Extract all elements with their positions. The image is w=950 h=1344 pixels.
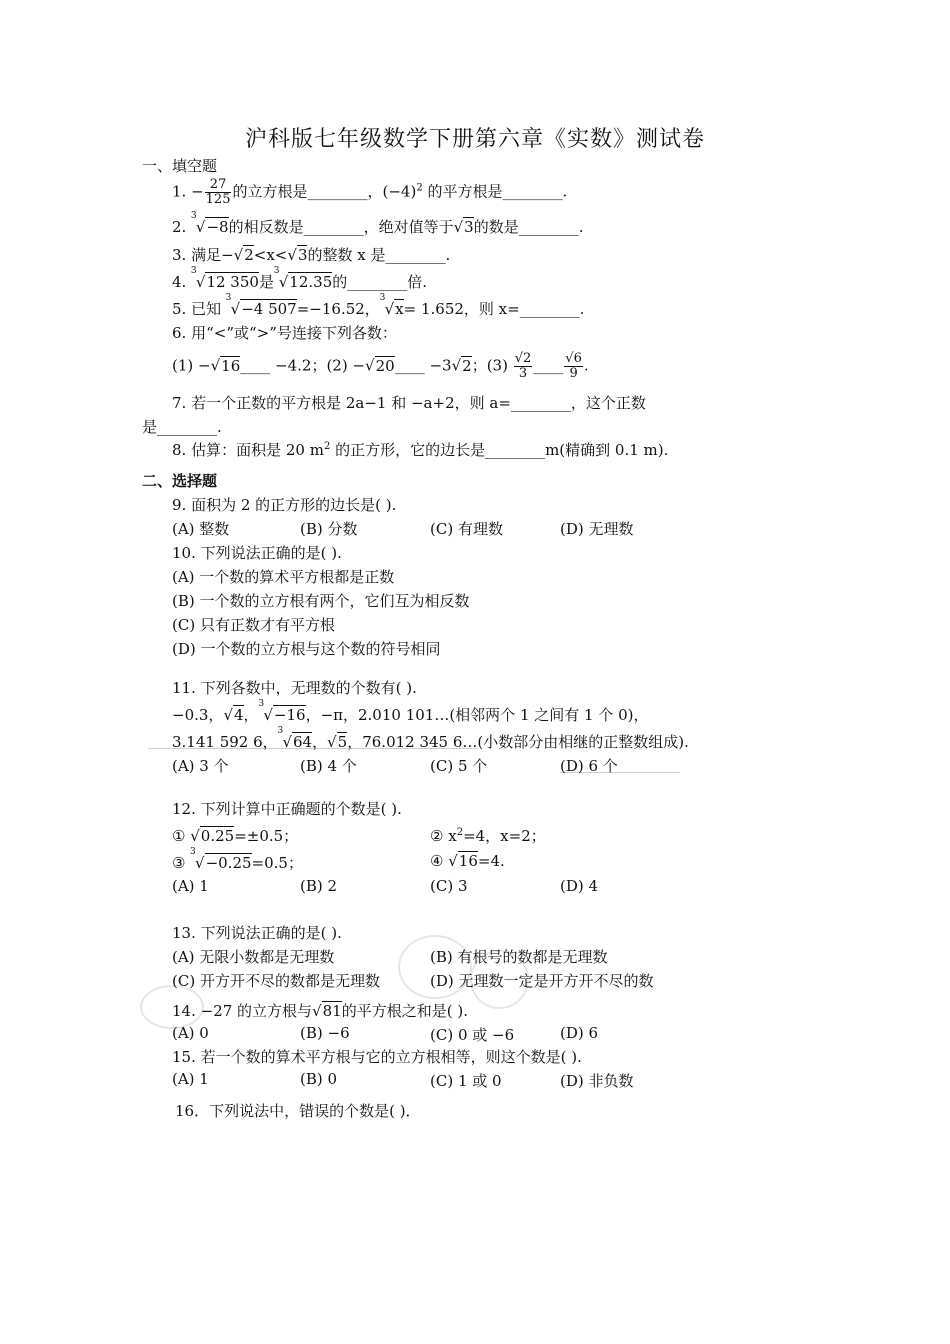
- question-12-item-2: ② $x^2=4$，x=2；: [430, 827, 546, 845]
- option-a: (A) 整数: [172, 520, 230, 538]
- question-12-item-3: ③ 3 √−0.25=0.5；: [172, 847, 303, 872]
- question-12-item-4: ④ √16=4.: [430, 852, 505, 870]
- option-a: (A) 1: [172, 877, 209, 895]
- option-a: (A) 0: [172, 1024, 209, 1042]
- option-d: (D) 非负数: [560, 1072, 634, 1090]
- option-c: (C) 1 或 0: [430, 1072, 502, 1090]
- question-3: 3. 满足−√2<x<√3的整数 x 是________.: [172, 246, 451, 264]
- question-12-item-1: ① √0.25=±0.5；: [172, 827, 299, 845]
- option-a: (A) 无限小数都是无理数: [172, 948, 335, 966]
- option-c: (C) 5 个: [430, 757, 488, 775]
- question-9: 9. 面积为 2 的正方形的边长是( ).: [172, 496, 397, 514]
- question-10: 10. 下列说法正确的是( ).: [172, 544, 342, 562]
- question-6-items: (1) −√16____ −4.2；(2) −√20____ −3√2；(3) $\frac{√2}{3}$ ____ $\frac{√6}{9}$ .: [172, 351, 589, 381]
- option-c: (C) 0 或 −6: [430, 1026, 515, 1044]
- question-4: 4. 3 √12 350是 3 √12.35的________倍.: [172, 266, 428, 291]
- option-d: (D) 一个数的立方根与这个数的符号相同: [172, 640, 441, 658]
- option-d: (D) 4: [560, 877, 599, 895]
- option-a: (A) 1: [172, 1070, 209, 1088]
- page-title: 沪科版七年级数学下册第六章《实数》测试卷: [244, 127, 705, 152]
- section-fill-blank: 一、填空题: [142, 157, 218, 175]
- question-2: 2. 3 √−8的相反数是________，绝对值等于√3的数是________.: [172, 211, 584, 236]
- question-11-numbers-1: −0.3，√4， 3 √−16，−π，2.010 101…(相邻两个 1 之间有 1 个 0)，: [172, 699, 649, 724]
- question-16: 16．下列说法中，错误的个数是( )．: [175, 1102, 421, 1120]
- question-5: 5. 已知 3 √−4 507=−16.52， 3 √x= 1.652，则 x=________.: [172, 293, 585, 318]
- question-7: 7. 若一个正数的平方根是 2a−1 和 −a+2，则 a=________，这个正数: [172, 394, 646, 412]
- question-13: 13. 下列说法正确的是( ).: [172, 924, 342, 942]
- option-c: (C) 开方开不尽的数都是无理数: [172, 972, 380, 990]
- option-d: (D) 6: [560, 1024, 599, 1042]
- option-a: (A) 3 个: [172, 757, 229, 775]
- question-8: 8. 估算：面积是 20 $m^2$ 的正方形，它的边长是________m(精确到 0.1 m).: [172, 441, 669, 459]
- option-b: (B) 一个数的立方根有两个，它们互为相反数: [172, 592, 470, 610]
- option-d: (D) 6 个: [560, 757, 618, 775]
- option-d: (D) 无理数一定是开方开不尽的数: [430, 972, 654, 990]
- option-c: (C) 有理数: [430, 520, 503, 538]
- question-6: 6. 用“<”或“>”号连接下列各数：: [172, 324, 397, 342]
- option-b: (B) 有根号的数都是无理数: [430, 948, 608, 966]
- question-11: 11. 下列各数中，无理数的个数有( ).: [172, 679, 417, 697]
- option-b: (B) −6: [300, 1024, 350, 1042]
- question-14: 14. −27 的立方根与√81的平方根之和是( ).: [172, 1002, 468, 1020]
- question-1: 1. − $\frac{27}{125}$ 的立方根是________，$(-4)^2$ 的平方根是________.: [172, 177, 568, 207]
- option-b: (B) 分数: [300, 520, 358, 538]
- fraction: $\frac{27}{125}$: [205, 177, 231, 207]
- option-b: (B) 4 个: [300, 757, 357, 775]
- question-7-cont: 是________.: [142, 418, 222, 436]
- question-12: 12. 下列计算中正确题的个数是( ).: [172, 800, 402, 818]
- option-c: (C) 3: [430, 877, 468, 895]
- question-15: 15. 若一个数的算术平方根与它的立方根相等，则这个数是( ).: [172, 1048, 582, 1066]
- option-a: (A) 一个数的算术平方根都是正数: [172, 568, 395, 586]
- option-c: (C) 只有正数才有平方根: [172, 616, 335, 634]
- option-b: (B) 0: [300, 1070, 338, 1088]
- option-b: (B) 2: [300, 877, 338, 895]
- option-d: (D) 无理数: [560, 520, 634, 538]
- question-11-numbers-2: 3.141 592 6， 3 √64，√5，76.012 345 6…(小数部分由相继的正整数组成).: [172, 726, 689, 751]
- section-choice: 二、选择题: [142, 472, 218, 490]
